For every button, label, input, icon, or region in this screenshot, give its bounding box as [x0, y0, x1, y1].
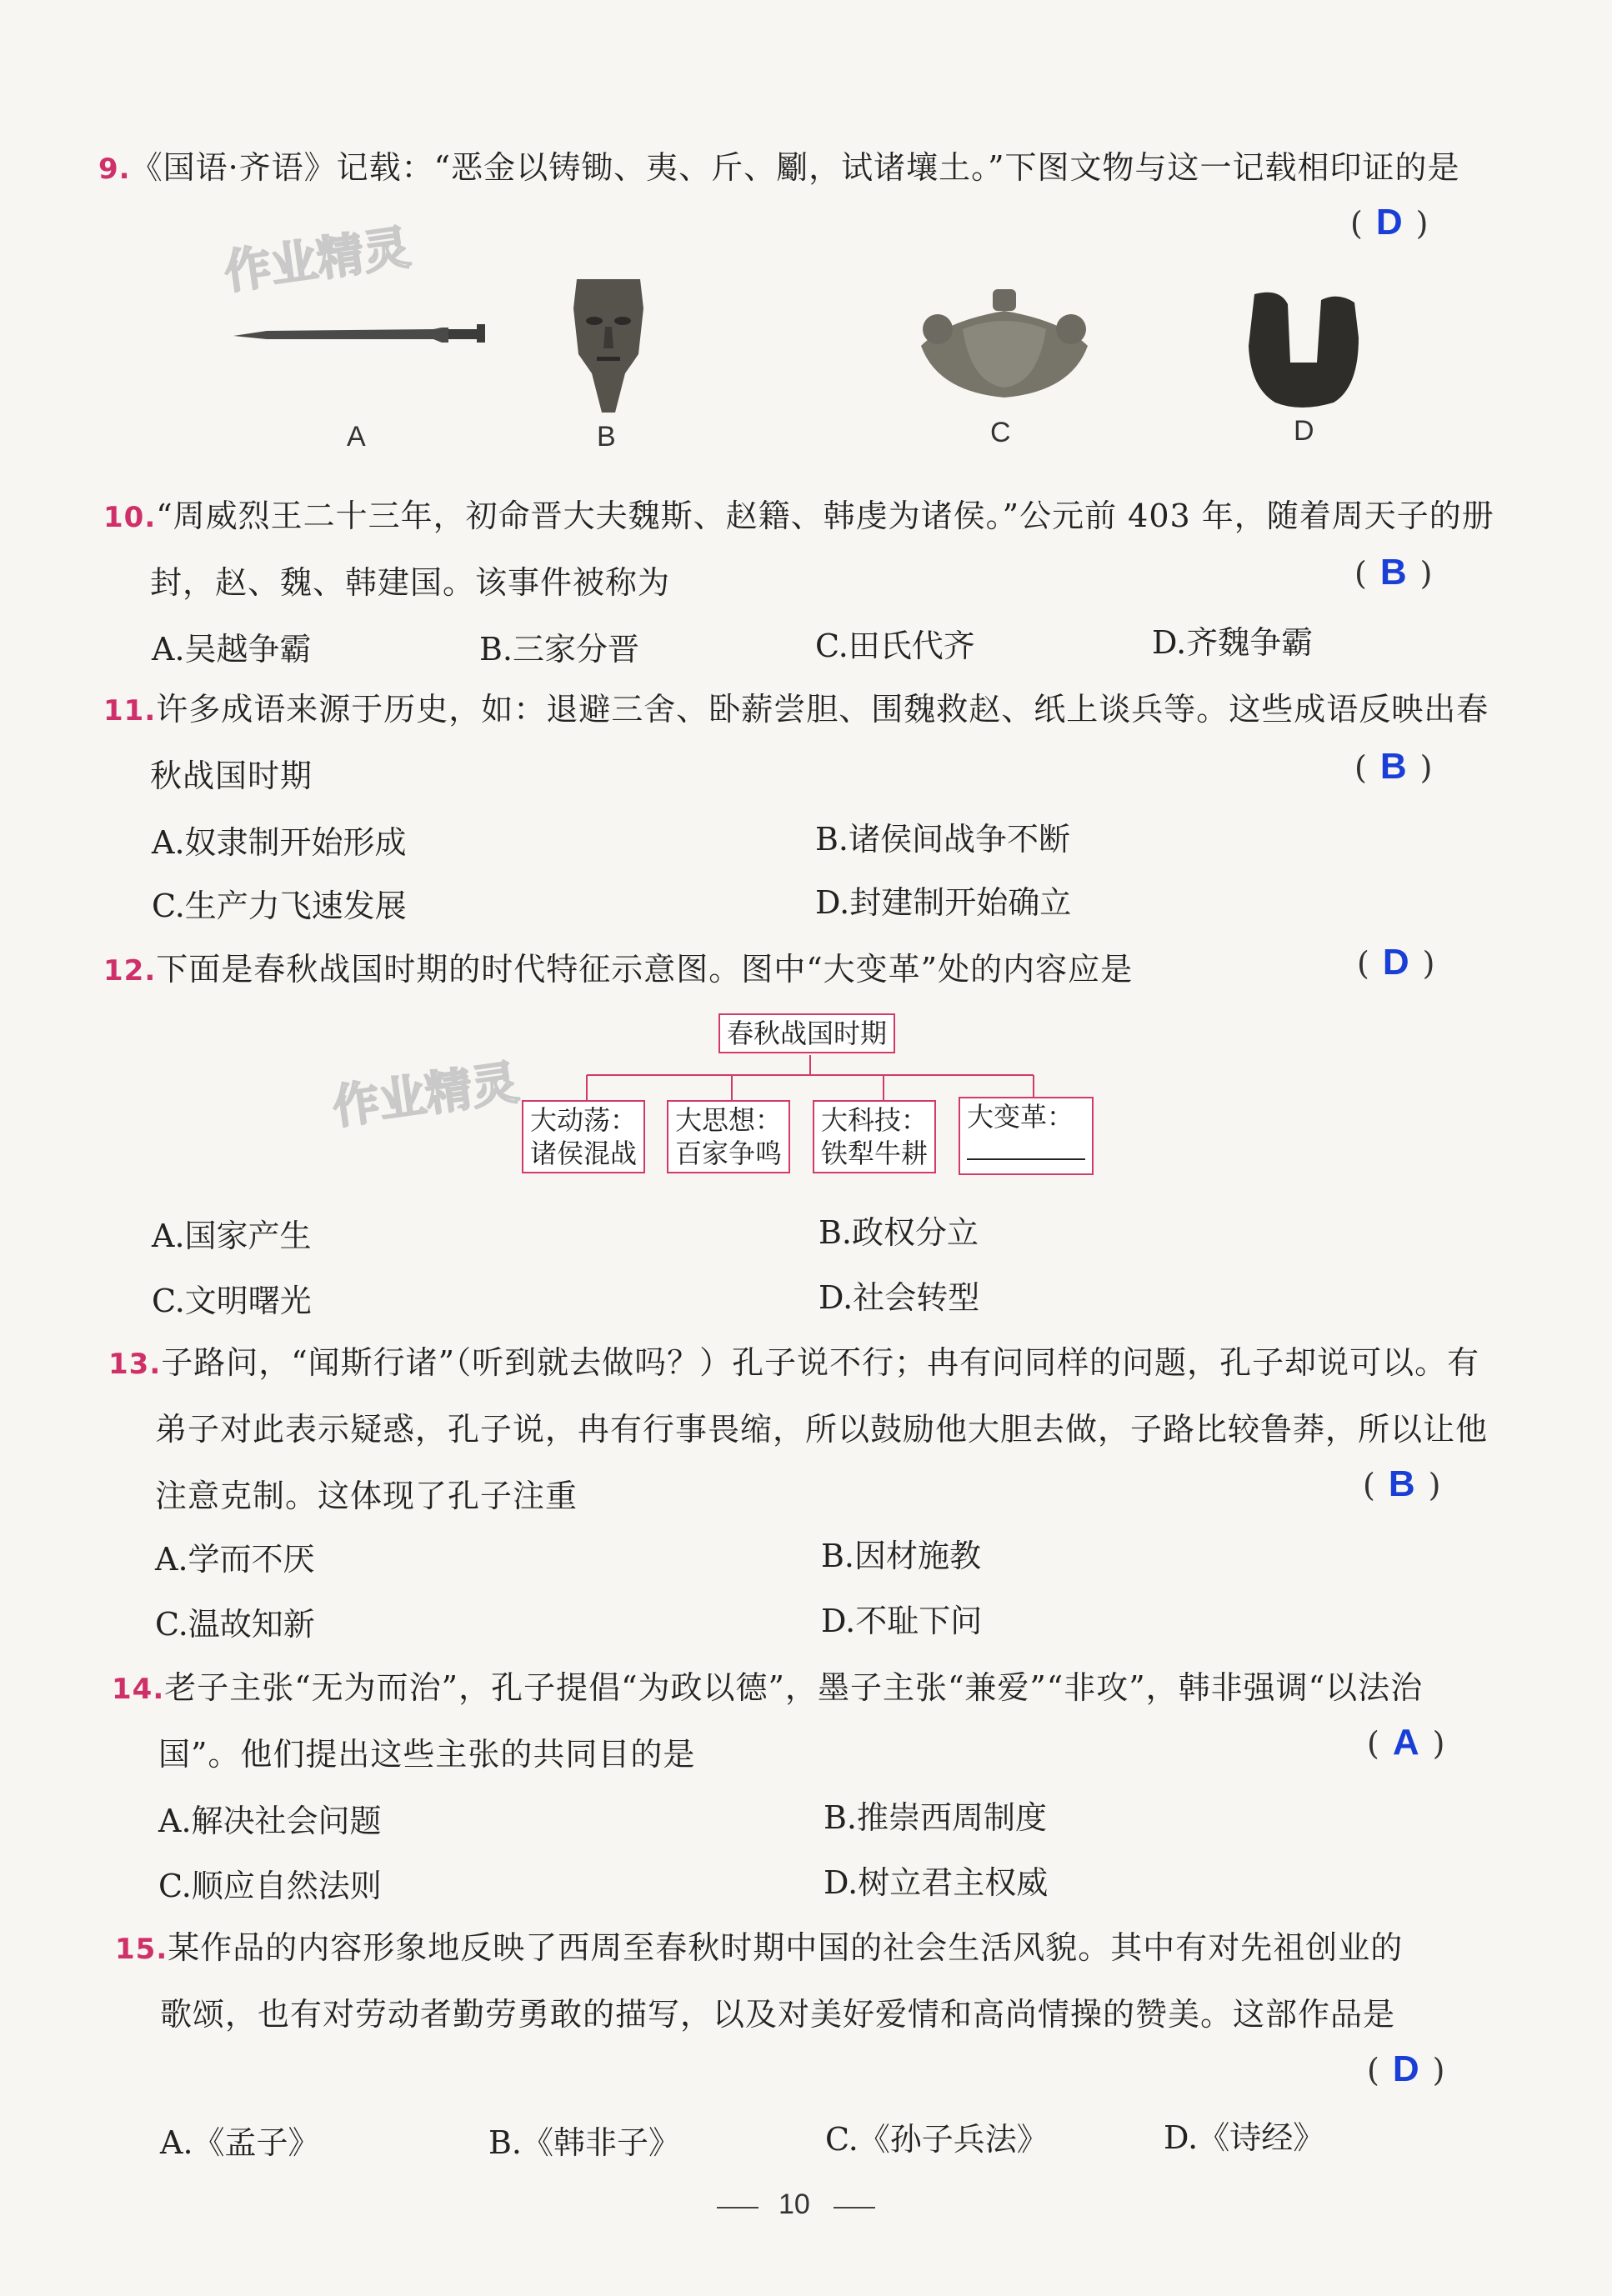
- option-c: C.生产力飞速发展: [152, 888, 407, 924]
- question-number: 11.: [103, 694, 157, 728]
- answer-13: ( B ): [1363, 1463, 1441, 1504]
- question-text: 许多成语来源于历史，如：退避三舍、卧薪尝胆、围魏救赵、纸上谈兵等。这些成语反映出春: [156, 691, 1489, 728]
- page-number-dash-right: [834, 2207, 875, 2208]
- option-a: A.奴隶制开始形成: [152, 824, 407, 861]
- question-15-line2: 歌颂，也有对劳动者勤劳勇敢的描写，以及对美好爱情和高尚情操的赞美。这部作品是: [160, 1996, 1396, 2033]
- question-text: 老子主张“无为而治”，孔子提倡“为政以德”，墨子主张“兼爱”“非攻”，韩非强调“以法治: [164, 1669, 1424, 1706]
- answer-letter: A: [1392, 1722, 1419, 1763]
- answer-14: ( A ): [1367, 1722, 1445, 1763]
- diagram-box-content: 百家争鸣: [675, 1138, 783, 1169]
- option-label-c: C: [990, 417, 1011, 448]
- question-text: 下面是春秋战国时期的时代特征示意图。图中“大变革”处的内容应是: [156, 951, 1134, 988]
- option-b: B.因材施教: [821, 1538, 982, 1574]
- question-number: 12.: [103, 954, 157, 988]
- option-a: A.学而不厌: [155, 1541, 315, 1578]
- diagram-box-title: 大思想：: [675, 1104, 783, 1136]
- answer-15: ( D ): [1367, 2048, 1445, 2089]
- option-c: C.顺应自然法则: [158, 1868, 382, 1904]
- option-b: B.推崇西周制度: [824, 1799, 1048, 1836]
- question-10-line2: 封，赵、魏、韩建国。该事件被称为: [150, 564, 671, 601]
- question-9-line1: [98, 142, 1460, 188]
- answer-12: ( D ): [1357, 942, 1435, 983]
- artifact-sword-image: [233, 313, 492, 354]
- question-number: 9.: [98, 153, 131, 186]
- question-15-line1: [115, 1922, 1403, 1968]
- artifact-pot-image: [913, 288, 1096, 404]
- diagram-top-box: 春秋战国时期: [718, 1013, 895, 1053]
- answer-11: ( B ): [1354, 746, 1433, 787]
- option-b: B.诸侯间战争不断: [815, 821, 1071, 858]
- option-c: C.田氏代齐: [815, 628, 975, 664]
- answer-letter: B: [1388, 1463, 1415, 1504]
- question-text: 子路问，“闻斯行诸”（听到就去做吗？）孔子说不行；冉有问同样的问题，孔子却说可以。有: [161, 1344, 1480, 1381]
- diagram-box-reform: [959, 1097, 1094, 1175]
- option-b: B.政权分立: [819, 1214, 979, 1251]
- question-text: 某作品的内容形象地反映了西周至春秋时期中国的社会生活风貌。其中有对先祖创业的: [168, 1929, 1404, 1966]
- option-a: A.国家产生: [152, 1218, 312, 1254]
- diagram-box-turmoil: [522, 1100, 645, 1173]
- option-label-b: B: [597, 421, 616, 453]
- watermark: 作业精灵: [221, 220, 414, 301]
- question-text: 《国语·齐语》记载：“恶金以铸锄、夷、斤、劚，试诸壤土。”下图文物与这一记载相印证的是: [130, 149, 1460, 186]
- option-d: D.齐魏争霸: [1152, 624, 1314, 661]
- question-number: 14.: [112, 1673, 165, 1706]
- artifact-plow-image: [1242, 288, 1367, 413]
- question-number: 13.: [108, 1348, 162, 1381]
- question-14-line2: 国”。他们提出这些主张的共同目的是: [158, 1736, 696, 1773]
- option-d: D.树立君主权威: [824, 1864, 1049, 1901]
- answer-letter: B: [1379, 552, 1407, 593]
- diagram-box-technology: [813, 1100, 936, 1173]
- option-b: B.《韩非子》: [488, 2124, 681, 2161]
- option-d: D.社会转型: [819, 1279, 980, 1316]
- option-d: D.《诗经》: [1164, 2119, 1325, 2156]
- question-14-line1: [112, 1662, 1423, 1708]
- question-12-line1: [103, 943, 1133, 989]
- option-label-a: A: [347, 421, 366, 453]
- page-number: 10: [778, 2188, 810, 2220]
- watermark: 作业精灵: [329, 1055, 523, 1136]
- diagram-box-title: 大变革：: [967, 1101, 1074, 1133]
- diagram-box-title: 大动荡：: [530, 1104, 638, 1136]
- question-text: “周威烈王二十三年，初命晋大夫魏斯、赵籍、韩虔为诸侯。”公元前 403 年，随着周天子的册: [156, 498, 1494, 534]
- diagram-box-content: 诸侯混战: [530, 1138, 638, 1169]
- answer-letter: D: [1382, 942, 1409, 983]
- question-13-line1: [108, 1337, 1479, 1383]
- option-a: A.吴越争霸: [152, 631, 312, 668]
- question-11-line1: [103, 683, 1489, 729]
- question-number: 10.: [103, 501, 157, 534]
- diagram-box-title: 大科技：: [821, 1104, 929, 1136]
- option-a: A.解决社会问题: [158, 1803, 382, 1839]
- page-number-dash-left: [717, 2207, 758, 2208]
- option-b: B.三家分晋: [479, 631, 640, 668]
- question-11-line2: 秋战国时期: [150, 758, 313, 794]
- diagram-box-thought: [667, 1100, 790, 1173]
- question-13-line3: 注意克制。这体现了孔子注重: [155, 1478, 578, 1514]
- answer-letter: B: [1379, 746, 1407, 787]
- answer-letter: D: [1392, 2048, 1419, 2089]
- diagram-blank-line: [967, 1133, 1085, 1160]
- question-10-line1: [103, 490, 1494, 536]
- answer-9: ( D ): [1350, 202, 1429, 243]
- option-c: C.温故知新: [155, 1606, 315, 1643]
- option-d: D.不耻下问: [821, 1603, 983, 1639]
- question-number: 15.: [115, 1933, 168, 1966]
- diagram-box-content: 铁犁牛耕: [821, 1138, 929, 1169]
- option-d: D.封建制开始确立: [815, 884, 1072, 921]
- option-label-d: D: [1294, 415, 1314, 447]
- option-c: C.《孙子兵法》: [825, 2121, 1049, 2158]
- answer-letter: D: [1375, 202, 1403, 243]
- option-a: A.《孟子》: [160, 2124, 320, 2161]
- question-13-line2: 弟子对此表示疑惑，孔子说，冉有行事畏缩，所以鼓励他大胆去做，子路比较鲁莽，所以让他: [155, 1411, 1489, 1448]
- artifact-mask-image: [567, 275, 650, 417]
- option-c: C.文明曙光: [152, 1283, 312, 1319]
- answer-10: ( B ): [1354, 552, 1433, 593]
